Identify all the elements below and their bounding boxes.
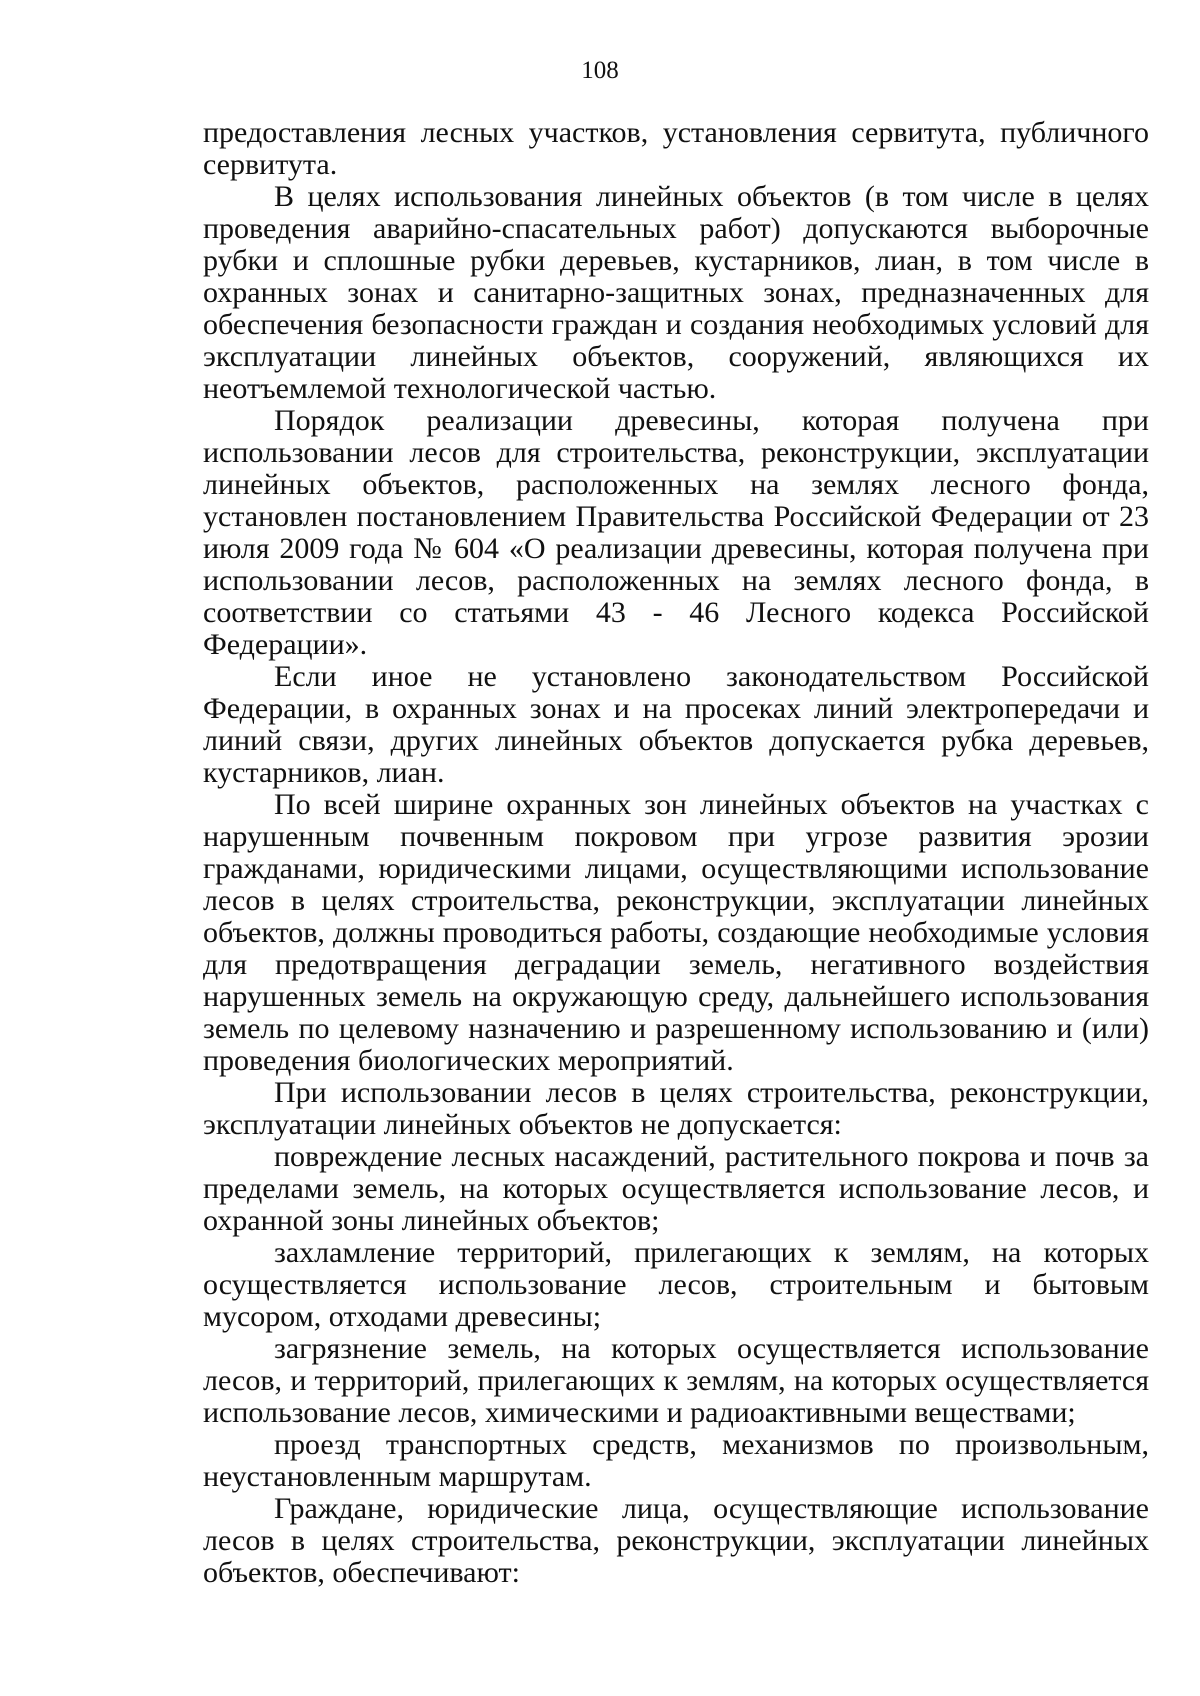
page-number: 108	[581, 57, 619, 84]
paragraph-prohibition-vehicles: проезд транспортных средств, механизмов по произвольным, неустановленным маршрутам.	[203, 1428, 1149, 1493]
paragraph-obligations-intro: Граждане, юридические лица, осуществляющие использование лесов в целях строительства, реконструкции, эксплуатации линейных объектов, обеспечивают:	[203, 1492, 1149, 1589]
paragraph-protection-zones-cutting: Если иное не установлено законодательством Российской Федерации, в охранных зонах и на просеках линий электропередачи и линий связи, других линейных объектов допускается рубка деревьев, кустарников, лиан.	[203, 660, 1149, 789]
paragraph-prohibition-littering: захламление территорий, прилегающих к землям, на которых осуществляется использование лесов, строительным и бытовым мусором, отходами древесины;	[203, 1236, 1149, 1333]
paragraph-linear-objects-cutting: В целях использования линейных объектов (в том числе в целях проведения аварийно-спасательных работ) допускаются выборочные рубки и сплошные рубки деревьев, кустарников, лиан, в том числе в охранных зонах и санитарно-защитных зонах, предназначенных для обеспечения безопасности граждан и создания необходимых условий для эксплуатации линейных объектов, сооружений, являющихся их неотъемлемой технологической частью.	[203, 180, 1149, 405]
paragraph-erosion-prevention: По всей ширине охранных зон линейных объектов на участках с нарушенным почвенным покровом при угрозе развития эрозии гражданами, юридическими лицами, осуществляющими использование лесов в целях строительства, реконструкции, эксплуатации линейных объектов, должны проводиться работы, создающие необходимые условия для предотвращения деградации земель, негативного воздействия нарушенных земель на окружающую среду, дальнейшего использования земель по целевому назначению и разрешенному использованию и (или) проведения биологических мероприятий.	[203, 788, 1149, 1077]
paragraph-prohibitions-intro: При использовании лесов в целях строительства, реконструкции, эксплуатации линейных объектов не допускается:	[203, 1076, 1149, 1141]
document-body	[203, 117, 1149, 1589]
paragraph-prohibition-damage: повреждение лесных насаждений, растительного покрова и почв за пределами земель, на которых осуществляется использование лесов, и охранной зоны линейных объектов;	[203, 1140, 1149, 1237]
paragraph-timber-sale-procedure: Порядок реализации древесины, которая получена при использовании лесов для строительства, реконструкции, эксплуатации линейных объектов, расположенных на землях лесного фонда, установлен постановлением Правительства Российской Федерации от 23 июля 2009 года № 604 «О реализации древесины, которая получена при использовании лесов, расположенных на землях лесного фонда, в соответствии со статьями 43 - 46 Лесного кодекса Российской Федерации».	[203, 404, 1149, 661]
paragraph-continuation: предоставления лесных участков, установления сервитута, публичного сервитута.	[203, 116, 1149, 181]
paragraph-prohibition-pollution: загрязнение земель, на которых осуществляется использование лесов, и территорий, прилегающих к землям, на которых осуществляется использование лесов, химическими и радиоактивными веществами;	[203, 1332, 1149, 1429]
